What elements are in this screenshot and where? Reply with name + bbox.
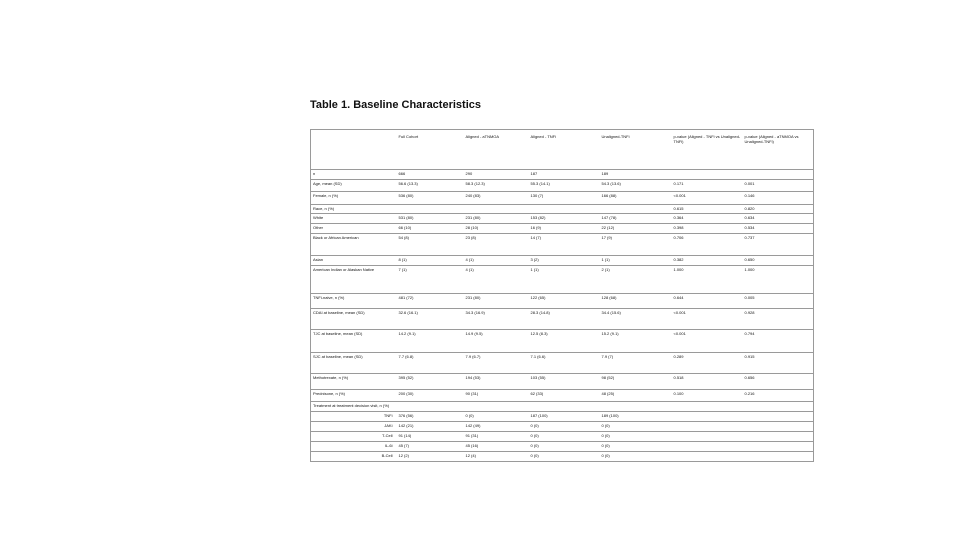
table-cell: 32.6 (16.1): [397, 309, 464, 330]
table-cell: 0.706: [672, 234, 743, 256]
table-cell: 0.382: [672, 256, 743, 266]
table-cell: 0.001: [743, 180, 814, 192]
table-cell: 4 (1): [464, 256, 529, 266]
table-cell: 15.2 (9.1): [600, 330, 672, 353]
table-header-row: [311, 130, 814, 170]
table-cell: 1 (1): [600, 256, 672, 266]
table-cell: 0 (0): [464, 412, 529, 422]
table-row: [311, 214, 814, 224]
table-cell: 66 (10): [397, 224, 464, 234]
table-cell: 54 (8): [397, 234, 464, 256]
table-cell: [743, 452, 814, 462]
table-cell: 147 (78): [600, 214, 672, 224]
table-cell: 189 (100): [600, 412, 672, 422]
table-cell: 128 (68): [600, 294, 672, 309]
header-cell: p-value (Aligned - aTNMOA vs Unaligned-TNFi): [743, 130, 814, 170]
table-row: [311, 256, 814, 266]
row-label: Methotrexate, n (%): [311, 374, 397, 390]
table-cell: 2 (1): [600, 266, 672, 294]
section-label: Treatment at treatment decision visit, n (%): [311, 402, 814, 412]
table-cell: 12 (4): [464, 452, 529, 462]
table-cell: 16 (9): [529, 224, 600, 234]
table-cell: [600, 205, 672, 214]
table-row: [311, 330, 814, 353]
table-row: [311, 234, 814, 256]
row-label: Female, n (%): [311, 192, 397, 205]
table-cell: 7.9 (7): [600, 353, 672, 374]
table-row: [311, 390, 814, 402]
table-cell: 23 (8): [464, 234, 529, 256]
table-cell: 7.7 (6.8): [397, 353, 464, 374]
table-cell: 0.615: [672, 205, 743, 214]
table-cell: 4 (1): [464, 266, 529, 294]
baseline-characteristics-table: [310, 129, 814, 462]
table-cell: 240 (83): [464, 192, 529, 205]
table-cell: 1 (1): [529, 266, 600, 294]
table-cell: [672, 442, 743, 452]
table-cell: 200 (30): [397, 390, 464, 402]
table-cell: 536 (80): [397, 192, 464, 205]
table-row: [311, 309, 814, 330]
table-row: [311, 294, 814, 309]
table-cell: 142 (21): [397, 422, 464, 432]
table-cell: 0.534: [743, 224, 814, 234]
table-row: [311, 205, 814, 214]
header-cell: Full Cohort: [397, 130, 464, 170]
row-label: Prednisone, n (%): [311, 390, 397, 402]
row-label: TNFi: [311, 412, 397, 422]
row-label: TJC at baseline, mean (SD): [311, 330, 397, 353]
row-label: American Indian or Alaskan Native: [311, 266, 397, 294]
row-label: Other: [311, 224, 397, 234]
table-cell: 0.794: [743, 330, 814, 353]
table-cell: 231 (80): [464, 294, 529, 309]
table-row: [311, 170, 814, 180]
table-cell: 0.737: [743, 234, 814, 256]
table-cell: [743, 412, 814, 422]
table-cell: 0.650: [743, 256, 814, 266]
table-cell: 0.100: [672, 390, 743, 402]
table-cell: 14.2 (9.1): [397, 330, 464, 353]
table-cell: 22 (12): [600, 224, 672, 234]
row-label: T-Cell: [311, 432, 397, 442]
table-cell: 0.820: [743, 205, 814, 214]
row-label: TNFi-naive, n (%): [311, 294, 397, 309]
table-cell: [743, 442, 814, 452]
table-cell: 45 (7): [397, 442, 464, 452]
table-cell: [529, 205, 600, 214]
table-cell: 187 (100): [529, 412, 600, 422]
table-cell: 395 (52): [397, 374, 464, 390]
table-row: [311, 452, 814, 462]
table-cell: [672, 432, 743, 442]
table-cell: 14.9 (9.5): [464, 330, 529, 353]
table-cell: 142 (49): [464, 422, 529, 432]
table-row: [311, 180, 814, 192]
table-cell: 0 (0): [600, 442, 672, 452]
table-cell: 34.3 (16.9): [464, 309, 529, 330]
table-cell: 90 (31): [464, 390, 529, 402]
table-row: [311, 224, 814, 234]
table-cell: 666: [397, 170, 464, 180]
table-cell: 187: [529, 170, 600, 180]
table-cell: 0.171: [672, 180, 743, 192]
table-cell: [743, 422, 814, 432]
table-cell: 0 (0): [529, 422, 600, 432]
table-cell: 0 (0): [600, 422, 672, 432]
table-cell: 376 (56): [397, 412, 464, 422]
table-cell: 231 (80): [464, 214, 529, 224]
table-cell: 54.3 (13.6): [600, 180, 672, 192]
table-cell: 34.4 (15.6): [600, 309, 672, 330]
header-cell: p-value (Aligned - TNFi vs Unaligned-TNFi): [672, 130, 743, 170]
table-cell: 7 (1): [397, 266, 464, 294]
table-row: [311, 432, 814, 442]
table-row: [311, 374, 814, 390]
table-cell: 0.005: [743, 294, 814, 309]
table-cell: 7.9 (6.7): [464, 353, 529, 374]
table-cell: 1.000: [672, 266, 743, 294]
table-cell: 45 (16): [464, 442, 529, 452]
header-cell: Aligned - TNFi: [529, 130, 600, 170]
row-label: SJC at baseline, mean (SD): [311, 353, 397, 374]
table-row: [311, 266, 814, 294]
row-label: White: [311, 214, 397, 224]
row-label: n: [311, 170, 397, 180]
table-cell: 0.656: [743, 374, 814, 390]
header-cell: [311, 130, 397, 170]
table-cell: 14 (7): [529, 234, 600, 256]
table-cell: 91 (31): [464, 432, 529, 442]
table-row: [311, 412, 814, 422]
table-cell: 0.644: [672, 294, 743, 309]
table-cell: 194 (53): [464, 374, 529, 390]
table-cell: 130 (7): [529, 192, 600, 205]
row-label: JAKi: [311, 422, 397, 432]
table-cell: [672, 412, 743, 422]
table-cell: [672, 422, 743, 432]
table-cell: 7.1 (6.6): [529, 353, 600, 374]
table-cell: 103 (55): [529, 374, 600, 390]
row-label: Black or African American: [311, 234, 397, 256]
table-cell: 189: [600, 170, 672, 180]
table-cell: 0 (0): [529, 452, 600, 462]
table-cell: 56.6 (13.3): [397, 180, 464, 192]
table-cell: 122 (65): [529, 294, 600, 309]
table-title: Table 1. Baseline Characteristics: [310, 99, 481, 111]
table-cell: 12.5 (8.3): [529, 330, 600, 353]
table-cell: 0 (0): [529, 432, 600, 442]
table-cell: 0.518: [672, 374, 743, 390]
table-cell: 0 (0): [600, 432, 672, 442]
header-cell: Aligned - aTNMOA: [464, 130, 529, 170]
table-cell: [464, 205, 529, 214]
table-cell: 3 (2): [529, 256, 600, 266]
table-cell: 481 (72): [397, 294, 464, 309]
row-label: Race, n (%): [311, 205, 397, 214]
table-cell: 91 (14): [397, 432, 464, 442]
header-cell: Unaligned-TNFi: [600, 130, 672, 170]
table-cell: 0 (0): [529, 442, 600, 452]
table-cell: <0.001: [672, 309, 743, 330]
table-cell: <0.001: [672, 192, 743, 205]
table-cell: 98 (52): [600, 374, 672, 390]
table-cell: <0.001: [672, 330, 743, 353]
table-cell: 153 (82): [529, 214, 600, 224]
table-cell: 0.398: [672, 224, 743, 234]
table-section-row: [311, 402, 814, 412]
row-label: Age, mean (SD): [311, 180, 397, 192]
table-cell: [397, 205, 464, 214]
table-cell: 0.364: [672, 214, 743, 224]
row-label: B-Cell: [311, 452, 397, 462]
table-row: [311, 442, 814, 452]
row-label: CDAI at baseline, mean (SD): [311, 309, 397, 330]
table-cell: [743, 432, 814, 442]
table-cell: 58.3 (12.3): [464, 180, 529, 192]
table-cell: 0.216: [743, 390, 814, 402]
table-cell: [743, 170, 814, 180]
table-cell: 28 (10): [464, 224, 529, 234]
table-cell: 8 (1): [397, 256, 464, 266]
row-label: IL-6i: [311, 442, 397, 452]
table-cell: 0 (0): [600, 452, 672, 462]
table-row: [311, 192, 814, 205]
table-cell: 0.928: [743, 309, 814, 330]
table-cell: 0.146: [743, 192, 814, 205]
table-cell: 17 (9): [600, 234, 672, 256]
table-cell: 1.000: [743, 266, 814, 294]
table-cell: 166 (88): [600, 192, 672, 205]
table-cell: 290: [464, 170, 529, 180]
table-cell: 0.915: [743, 353, 814, 374]
table-cell: 12 (2): [397, 452, 464, 462]
table-cell: [672, 452, 743, 462]
table-cell: 48 (25): [600, 390, 672, 402]
table-cell: 0.289: [672, 353, 743, 374]
table-row: [311, 353, 814, 374]
table-cell: 28.3 (14.8): [529, 309, 600, 330]
row-label: Asian: [311, 256, 397, 266]
table-row: [311, 422, 814, 432]
table-cell: 62 (33): [529, 390, 600, 402]
table-cell: [672, 170, 743, 180]
table-cell: 0.634: [743, 214, 814, 224]
table-cell: 531 (80): [397, 214, 464, 224]
table-cell: 55.3 (14.1): [529, 180, 600, 192]
